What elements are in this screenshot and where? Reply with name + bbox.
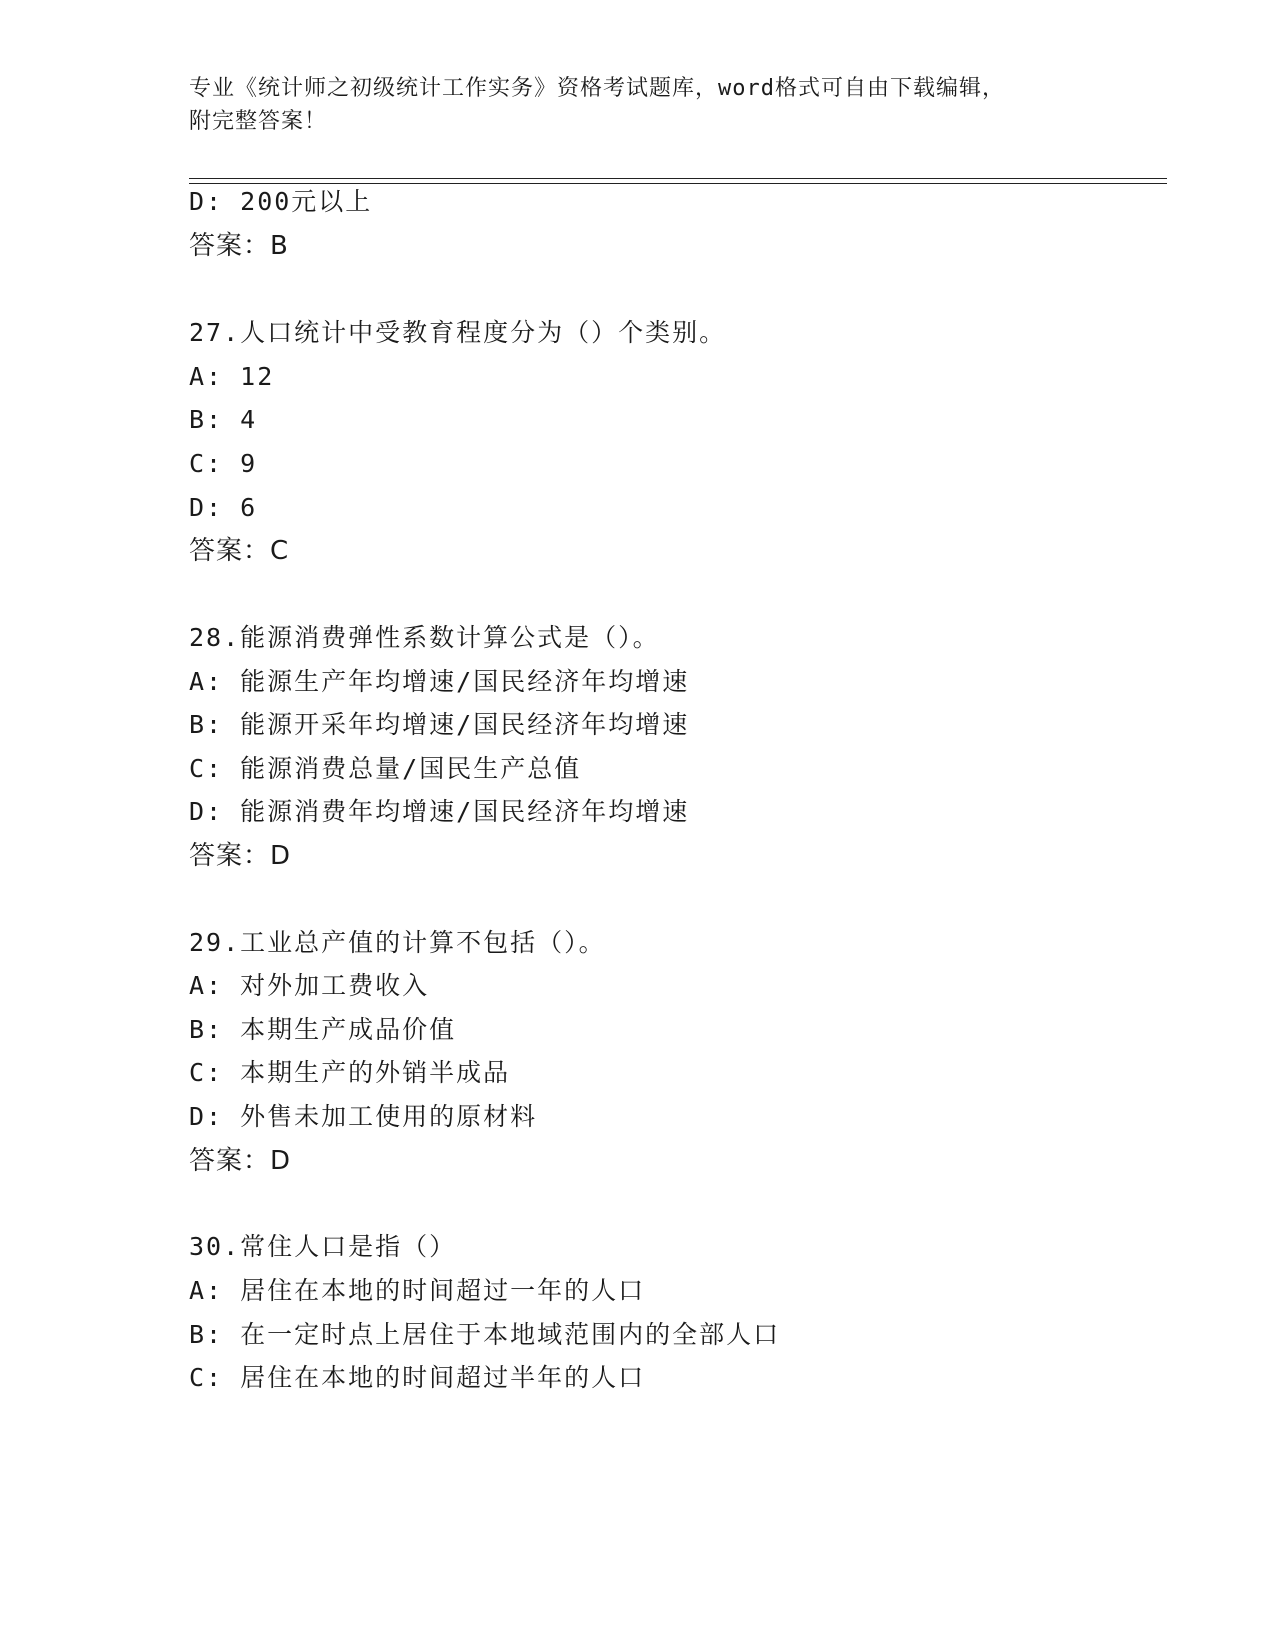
question-28-option-d: D: 能源消费年均增速/国民经济年均增速 <box>189 797 690 826</box>
prev-option-d: D: 200元以上 <box>189 187 373 216</box>
question-27-option-a: A: 12 <box>189 362 275 391</box>
header-line-1: 专业《统计师之初级统计工作实务》资格考试题库，word格式可自由下载编辑， <box>189 76 1005 101</box>
header-divider-top <box>189 178 1167 179</box>
question-28-option-c: C: 能源消费总量/国民生产总值 <box>189 754 582 783</box>
question-27-option-b: B: 4 <box>189 405 258 434</box>
question-27-stem: 27.人口统计中受教育程度分为（）个类别。 <box>189 318 727 347</box>
question-28-answer: 答案：D <box>189 841 292 871</box>
question-27-option-d: D: 6 <box>189 493 258 522</box>
question-29-stem: 29.工业总产值的计算不包括（）。 <box>189 928 606 957</box>
question-28-option-a: A: 能源生产年均增速/国民经济年均增速 <box>189 667 690 696</box>
header-divider-bottom <box>189 183 1167 184</box>
question-30-option-b: B: 在一定时点上居住于本地域范围内的全部人口 <box>189 1320 781 1349</box>
header-line-2: 附完整答案！ <box>189 109 328 134</box>
question-29-option-a: A: 对外加工费收入 <box>189 971 430 1000</box>
question-28-stem: 28.能源消费弹性系数计算公式是（）。 <box>189 623 660 652</box>
question-27-option-c: C: 9 <box>189 449 258 478</box>
prev-answer: 答案：B <box>189 231 289 261</box>
question-30-option-c: C: 居住在本地的时间超过半年的人口 <box>189 1363 646 1392</box>
question-29-option-b: B: 本期生产成品价值 <box>189 1015 457 1044</box>
question-30-option-a: A: 居住在本地的时间超过一年的人口 <box>189 1276 646 1305</box>
question-30-stem: 30.常住人口是指（） <box>189 1232 457 1261</box>
question-29-option-c: C: 本期生产的外销半成品 <box>189 1058 511 1087</box>
question-27-answer: 答案：C <box>189 536 290 566</box>
document-header <box>189 72 1089 138</box>
question-29-answer: 答案：D <box>189 1146 292 1176</box>
question-29-option-d: D: 外售未加工使用的原材料 <box>189 1102 538 1131</box>
question-28-option-b: B: 能源开采年均增速/国民经济年均增速 <box>189 710 690 739</box>
